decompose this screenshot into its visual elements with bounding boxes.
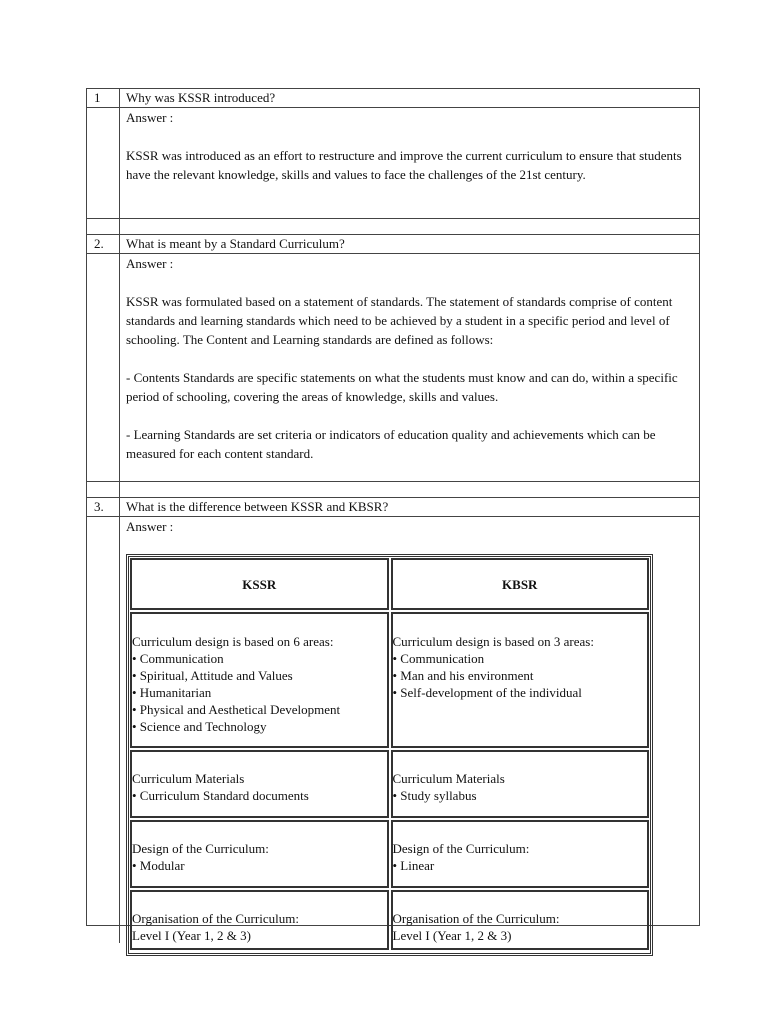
- cell-title: Design of the Curriculum:: [392, 841, 530, 856]
- column-header-kssr: KSSR: [130, 558, 389, 610]
- comparison-header-row: [130, 558, 649, 610]
- list-item: Level I (Year 1, 2 & 3): [392, 928, 512, 943]
- answer-row-2: [87, 254, 699, 482]
- spacer-number-cell: [87, 482, 120, 497]
- answer-cell: [120, 254, 699, 481]
- kbsr-design-areas-cell: [391, 612, 650, 748]
- list-item: • Study syllabus: [392, 788, 477, 803]
- list-item: • Science and Technology: [132, 719, 267, 734]
- list-item: Level I (Year 1, 2 & 3): [132, 928, 251, 943]
- kbsr-design-cell: [391, 820, 650, 888]
- question-row-2: [87, 235, 699, 254]
- number-cell-empty: [87, 108, 120, 218]
- spacer-cell: [120, 219, 699, 234]
- number-cell-empty: [87, 254, 120, 481]
- list-item: • Man and his environment: [392, 668, 534, 683]
- cell-title: Curriculum design is based on 6 areas:: [132, 634, 334, 649]
- comparison-row-design: [130, 820, 649, 888]
- answer-paragraph-2: - Contents Standards are specific statements on what the students must know and can do, within a specific period of schooling, covering the areas of knowledge, skills and values.: [126, 370, 678, 404]
- question-number: 1: [87, 89, 120, 107]
- kssr-design-areas-cell: [130, 612, 389, 748]
- list-item: • Spiritual, Attitude and Values: [132, 668, 293, 683]
- answer-label: Answer :: [126, 256, 174, 271]
- kssr-design-cell: [130, 820, 389, 888]
- spacer-number-cell: [87, 219, 120, 234]
- cell-title: Organisation of the Curriculum:: [392, 911, 560, 926]
- comparison-row-design-areas: [130, 612, 649, 748]
- question-text: What is meant by a Standard Curriculum?: [126, 236, 345, 251]
- answer-cell: [120, 108, 699, 218]
- list-item: • Curriculum Standard documents: [132, 788, 309, 803]
- list-item: • Humanitarian: [132, 685, 212, 700]
- answer-row-3: [87, 517, 699, 943]
- question-number: 3.: [87, 498, 120, 516]
- answer-label: Answer :: [126, 110, 174, 125]
- list-item: • Linear: [392, 858, 435, 873]
- kssr-organisation-cell: [130, 890, 389, 950]
- question-text: What is the difference between KSSR and KBSR?: [126, 499, 389, 514]
- question-row-3: [87, 498, 699, 517]
- comparison-table: [126, 554, 653, 956]
- column-header-kbsr: KBSR: [391, 558, 650, 610]
- spacer-row: [87, 219, 699, 235]
- cell-title: Design of the Curriculum:: [132, 841, 269, 856]
- list-item: • Communication: [392, 651, 485, 666]
- list-item: • Communication: [132, 651, 224, 666]
- spacer-row: [87, 482, 699, 498]
- answer-paragraph: KSSR was introduced as an effort to restructure and improve the current curriculum to ensure that students have the relevant knowledge, skills and values to face the challenges of the 21st century.: [126, 148, 682, 182]
- cell-title: Curriculum design is based on 3 areas:: [392, 634, 594, 649]
- answer-paragraph-3: - Learning Standards are set criteria or indicators of education quality and achievements which can be measured for each content standard.: [126, 427, 656, 461]
- spacer-cell: [120, 482, 699, 497]
- answer-row-1: [87, 108, 699, 219]
- kssr-materials-cell: [130, 750, 389, 818]
- cell-title: Organisation of the Curriculum:: [132, 911, 299, 926]
- comparison-row-materials: [130, 750, 649, 818]
- answer-paragraph-1: KSSR was formulated based on a statement of standards. The statement of standards comprise of content standards and learning standards which need to be achieved by a student in a specific period and level of schooling. The Content and Learning standards are defined as follows:: [126, 294, 673, 347]
- list-item: • Physical and Aesthetical Development: [132, 702, 341, 717]
- comparison-row-organisation: [130, 890, 649, 950]
- answer-label: Answer :: [126, 519, 174, 534]
- list-item: • Modular: [132, 858, 185, 873]
- question-row-1: [87, 89, 699, 108]
- qa-document-table: [86, 88, 700, 943]
- list-item: • Self-development of the individual: [392, 685, 582, 700]
- question-text: Why was KSSR introduced?: [126, 90, 276, 105]
- kbsr-materials-cell: [391, 750, 650, 818]
- number-cell-empty: [87, 517, 120, 943]
- kbsr-organisation-cell: [391, 890, 650, 950]
- cell-title: Curriculum Materials: [132, 771, 245, 786]
- answer-cell: [120, 517, 699, 943]
- question-number: 2.: [87, 235, 120, 253]
- cell-title: Curriculum Materials: [392, 771, 505, 786]
